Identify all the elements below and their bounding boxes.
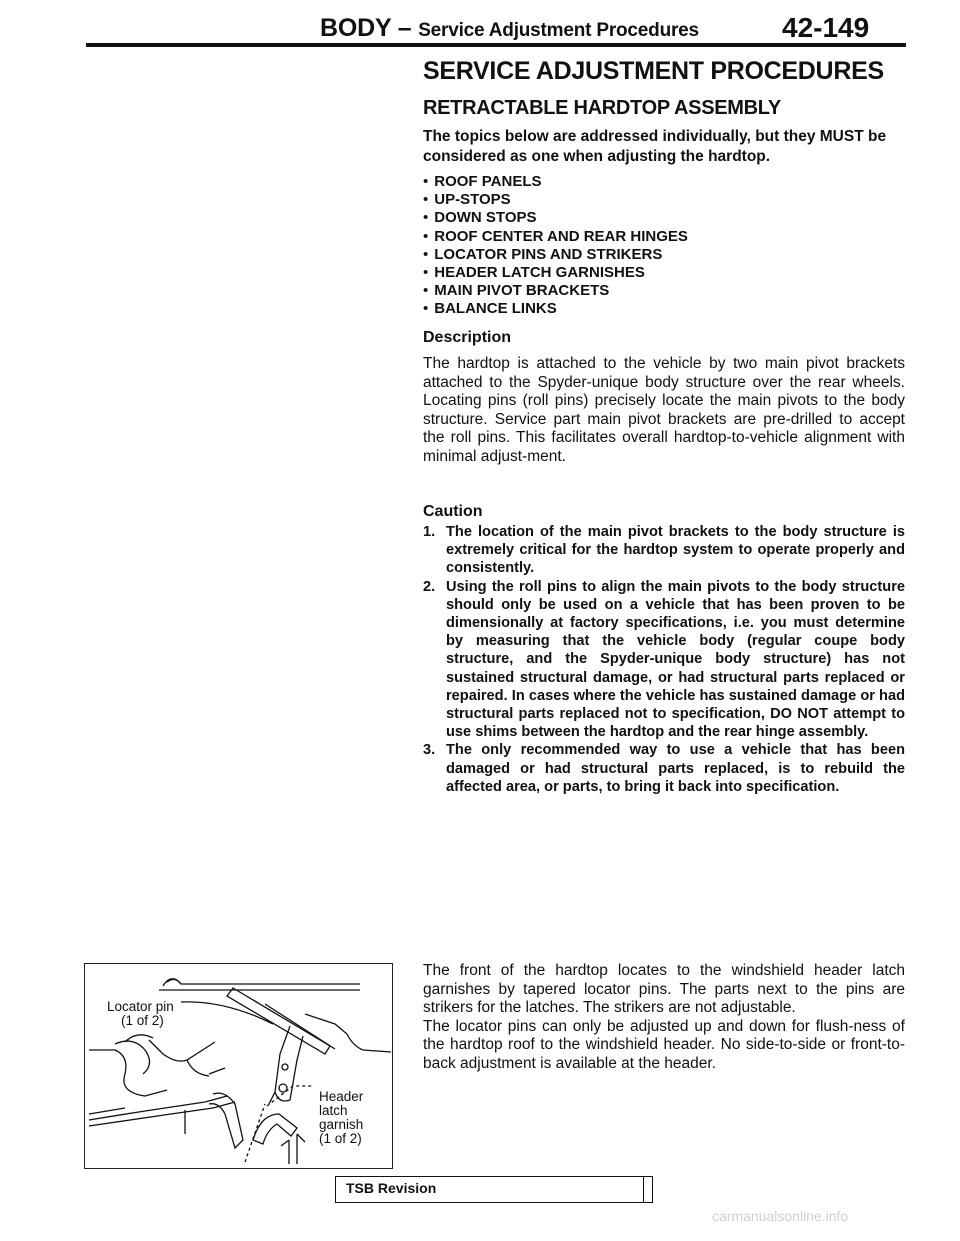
header-section: BODY – — [320, 14, 419, 42]
description-paragraph: The hardtop is attached to the vehicle by two main pivot brackets attached to the Spyder-unique body structure over the rear wheels. Locating pins (roll pins) precisely locate the main pivots to the body structure. Service part main pivot brackets are pre-drilled to accept the roll pins. This facilitates overall hardtop-to-vehicle alignment with minimal adjust-ment. — [423, 355, 905, 465]
footer-watermark: carmanualsonline.info — [712, 1208, 849, 1224]
list-item: • LOCATOR PINS AND STRIKERS — [423, 246, 905, 264]
description-heading: Description — [423, 329, 512, 346]
header-label-line1: Header — [319, 1089, 364, 1104]
caution-list — [423, 523, 905, 796]
locator-pin-label-line2: (1 of 2) — [121, 1013, 164, 1028]
list-item: • MAIN PIVOT BRACKETS — [423, 282, 905, 300]
header-label-line2: latch — [319, 1103, 348, 1118]
tsb-revision-cell — [643, 1177, 652, 1202]
list-item: • HEADER LATCH GARNISHES — [423, 264, 905, 282]
front-description — [423, 962, 905, 1074]
page-title: SERVICE ADJUSTMENT PROCEDURES — [423, 57, 884, 85]
caution-item — [423, 523, 905, 578]
list-item: • DOWN STOPS — [423, 209, 905, 227]
caution-item-text: The location of the main pivot brackets to the body structure is extremely critical for the hardtop system to operate properly and consistently. — [446, 524, 905, 577]
header-label-line4: (1 of 2) — [319, 1131, 362, 1146]
list-item: • ROOF PANELS — [423, 173, 905, 191]
list-item: • UP-STOPS — [423, 191, 905, 209]
caution-item-number: 1. — [423, 524, 436, 540]
tsb-revision-label: TSB Revision — [346, 1180, 437, 1196]
hardtop-locator-figure — [84, 963, 393, 1169]
header-divider — [86, 43, 906, 47]
intro-paragraph: The topics below are addressed individually, but they MUST be considered as one when adjusting the hardtop. — [423, 128, 887, 165]
caution-item — [423, 741, 905, 796]
locator-pin-label — [107, 1000, 174, 1028]
caution-item-number: 2. — [423, 578, 436, 595]
front-paragraph-1: The front of the hardtop locates to the windshield header latch garnishes by tapered locator pins. The parts next to the pins are strikers for the latches. The strikers are not adjustable. — [423, 962, 905, 1017]
topics-list — [423, 173, 905, 319]
header-latch-garnish-label — [319, 1090, 363, 1146]
caution-heading: Caution — [423, 503, 483, 520]
section-title: RETRACTABLE HARDTOP ASSEMBLY — [423, 97, 781, 119]
header-label-line3: garnish — [319, 1117, 364, 1132]
caution-item-text: Using the roll pins to align the main pivots to the body structure should only be used on a vehicle that has been proven to be dimensionally at factory specifications, i.e. you must determine by measuring that the vehicle body (regular coupe body structure, and the Spyder-unique body structure) has not sustained structural damage, or had structural parts replaced or repaired. In cases where the vehicle has sustained damage or had structural parts replaced not to specification, DO NOT attempt to use shims between the hardtop and the rear hinge assembly. — [446, 578, 905, 741]
tsb-revision-box — [335, 1176, 653, 1203]
page-number: 42-149 — [782, 12, 870, 43]
caution-item — [423, 578, 905, 742]
list-item: • BALANCE LINKS — [423, 300, 905, 318]
header-subsection: Service Adjustment Procedures — [418, 20, 699, 41]
caution-item-number: 3. — [423, 742, 436, 759]
front-paragraph-2: The locator pins can only be adjusted up and down for flush-ness of the hardtop roof to the windshield header. No side-to-side or front-to-back adjustment is available at the header. — [423, 1017, 905, 1072]
page-header-title — [320, 14, 699, 43]
caution-item-text: The only recommended way to use a vehicle that has been damaged or had structural parts replaced, is to rebuild the affected area, or parts, to bring it back into specification. — [446, 742, 905, 795]
locator-pin-label-line1: Locator pin — [107, 999, 174, 1014]
list-item: • ROOF CENTER AND REAR HINGES — [423, 228, 905, 246]
